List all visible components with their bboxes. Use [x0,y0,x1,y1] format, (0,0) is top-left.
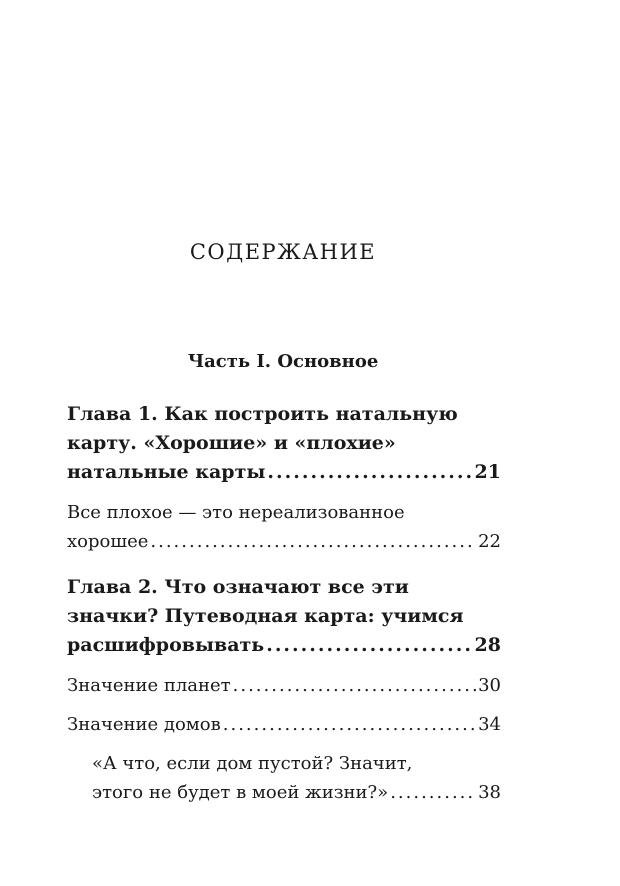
page-number: 28 [474,634,501,656]
toc-entry-title-end: натальные карты [67,461,266,483]
contents-heading: СОДЕРЖАНИЕ [189,240,377,264]
toc-chapter-2[interactable] [67,573,501,660]
toc-chapter-1[interactable] [67,400,501,487]
toc-subsection-empty-house[interactable] [67,749,501,807]
toc-entry-title-end: этого не будет в моей жизни?» [92,782,389,803]
page-number: 22 [478,531,501,552]
toc-entry-title-end: Значение домов [67,714,221,735]
toc-entry-text-line: значки? Путеводная карта: учимся [67,605,464,627]
toc-entry-title-end: расшифровывать [67,634,265,656]
toc-entry-text-line: Глава 1. Как построить натальную [67,403,458,425]
dot-leader [266,631,472,660]
toc-entry-title-end: Значение планет [67,675,231,696]
page-number: 38 [478,782,501,803]
dot-leader [150,527,476,556]
part-heading: Часть I. Основное [187,351,379,372]
toc-entry-last-line [92,778,501,807]
toc-entry-text-line: Все плохое — это нереализованное [67,502,405,523]
toc-section-planets[interactable] [67,671,501,700]
toc-entry-last-line [67,631,501,660]
toc-entry-text-line: карту. «Хорошие» и «плохие» [67,432,396,454]
toc-entry-title-end: хорошее [67,531,149,552]
page-number: 21 [474,461,501,483]
dot-leader [267,458,472,487]
dot-leader [223,710,476,739]
dot-leader [233,671,476,700]
toc-section-bad-is-good[interactable] [67,498,501,556]
page-number: 34 [478,714,501,735]
toc-entry-text-line: «А что, если дом пустой? Значит, [92,753,413,774]
dot-leader [390,778,476,807]
toc-entry-last-line [67,671,501,700]
toc-entry-text-line: Глава 2. Что означают все эти [67,576,409,598]
table-of-contents [67,400,501,807]
toc-entry-last-line [67,458,501,487]
toc-entry-last-line [67,710,501,739]
page-number: 30 [478,675,501,696]
toc-entry-last-line [67,527,501,556]
toc-section-houses[interactable] [67,710,501,739]
